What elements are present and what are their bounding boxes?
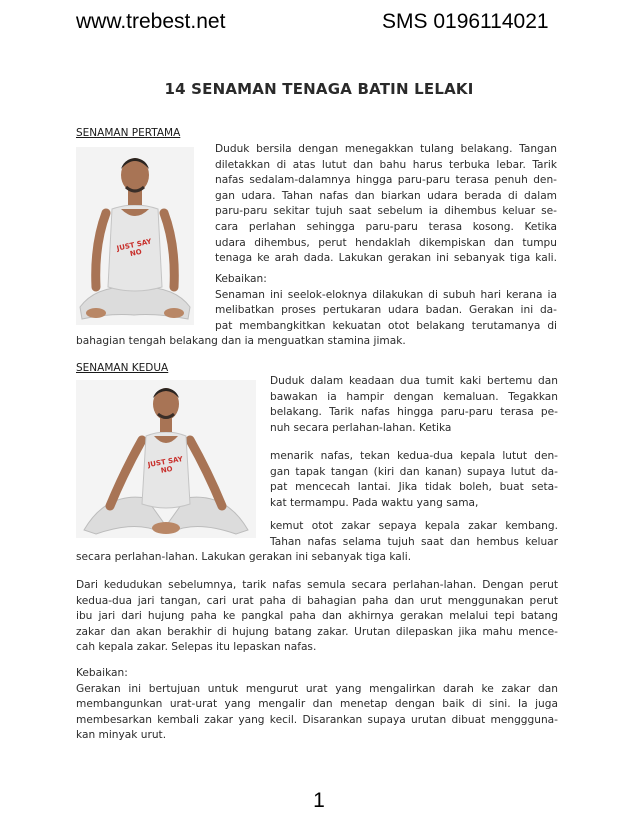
section2-massage-paragraph: [76, 578, 558, 656]
text-line: gan udara. Tahan nafas dan biarkan udara berada di dalam: [215, 189, 557, 202]
section1-kebaikan: [215, 272, 557, 334]
kebaikan-label: Kebaikan:: [76, 667, 128, 679]
text-line: cara perlahan sehingga paru-paru terasa kosong. Ketika: [215, 220, 557, 233]
text-line: Tahan nafas selama tujuh saat dan hembus keluar: [270, 535, 558, 548]
text-line: diletakkan di atas lutut dan bahu harus terbuka lebar. Tarik: [215, 158, 557, 171]
text-line: kan minyak urut.: [76, 729, 167, 742]
text-line: kat termampu. Pada waktu yang sama,: [270, 496, 479, 509]
sms-number: SMS 0196114021: [382, 10, 549, 33]
page-title: 14 SENAMAN TENAGA BATIN LELAKI: [164, 80, 474, 98]
text-line: paru-paru sekitar tujuh saat sebelum ia dihembus keluar se-: [215, 205, 557, 218]
section2-instructions-a: [270, 374, 558, 436]
text-line: ibu jari dari hujung paha ke pangkal paha dan akhirnya gerakan melalui tepi batang: [76, 610, 558, 623]
section2-instructions-b: [270, 449, 558, 511]
text-line: belakang. Tarik nafas hingga paru-paru terasa pe-: [270, 406, 558, 419]
text-line: membangunkan urat-urat yang mengalir dan menetap dengan baik di sini. Ia juga: [76, 698, 558, 711]
text-line: Dari kedudukan sebelumnya, tarik nafas semula secara perlahan-lahan. Dengan perut: [76, 579, 558, 591]
shirt-text: JUST SAY NO: [116, 237, 153, 259]
text-line: secara perlahan-lahan. Lakukan gerakan ini sebanyak tiga kali.: [76, 551, 412, 563]
text-line: tenaga ke arah dada. Lakukan gerakan ini sebanyak tiga kali.: [215, 252, 557, 265]
text-line: melibatkan proses pertukaran udara badan. Gerakan ini da-: [215, 304, 557, 317]
page-number: 1: [313, 789, 325, 812]
text-line: pat membangkitkan kekuatan otot belakang terutamanya di: [215, 319, 557, 332]
text-line: kedua-dua jari tangan, cari urat paha di bahagian paha dan urut menggunakan perut: [76, 594, 558, 607]
section2-instructions-c: [270, 519, 558, 550]
text-line: bahagian tengah belakang dan ia menguatkan stamina jimak.: [76, 335, 406, 347]
text-line: kemut otot zakar sepaya kepala zakar kembang.: [270, 520, 558, 532]
text-line: pat mencecah lantai. Jika tidak boleh, buat seta-: [270, 481, 558, 494]
text-line: Gerakan ini bertujuan untuk mengurut urat yang mengalirkan darah ke zakar dan: [76, 682, 558, 695]
text-line: nuh secara perlahan-lahan. Ketika: [270, 421, 452, 434]
text-line: menarik nafas, tekan kedua-dua kepala lutut den-: [270, 450, 558, 462]
text-line: gan tapak tangan (kiri dan kanan) supaya lutut da-: [270, 465, 558, 478]
text-line: zakar dan akan berakhir di hujung batang zakar. Urutan dilepaskan jika mahu mence-: [76, 625, 558, 638]
section-heading-first: SENAMAN PERTAMA: [76, 127, 181, 139]
shirt-text: JUST SAY NO: [147, 455, 184, 475]
photo-cross-legged-pose: [76, 147, 194, 329]
text-line: membesarkan kembali zakar yang kecil. Disarankan supaya urutan dibuat menggguna-: [76, 713, 558, 726]
section2-kebaikan: [76, 666, 558, 744]
text-line: Senaman ini seelok-eloknya dilakukan di subuh hari kerana ia: [215, 288, 557, 301]
kebaikan-label: Kebaikan:: [215, 273, 267, 285]
photo-butterfly-pose: [76, 380, 256, 542]
section1-instructions: [215, 142, 557, 267]
text-line: cah kepala zakar. Selepas itu lepaskan nafas.: [76, 641, 317, 654]
section-heading-second: SENAMAN KEDUA: [76, 362, 169, 374]
text-line: udara dihembus, perut hendaklah dikempiskan dan tumpu: [215, 236, 557, 249]
text-line: Duduk dalam keadaan dua tumit kaki bertemu dan: [270, 375, 558, 387]
section2-instructions-c-last: [76, 550, 558, 566]
text-line: Duduk bersila dengan menegakkan tulang belakang. Tangan: [215, 143, 557, 155]
section1-kebaikan-last: [76, 334, 556, 350]
text-line: bawakan ia hampir dengan kemaluan. Tegakkan: [270, 390, 558, 403]
site-url: www.trebest.net: [76, 10, 226, 33]
text-line: nafas sedalam-dalamnya hingga paru-paru terasa penuh den-: [215, 174, 557, 187]
